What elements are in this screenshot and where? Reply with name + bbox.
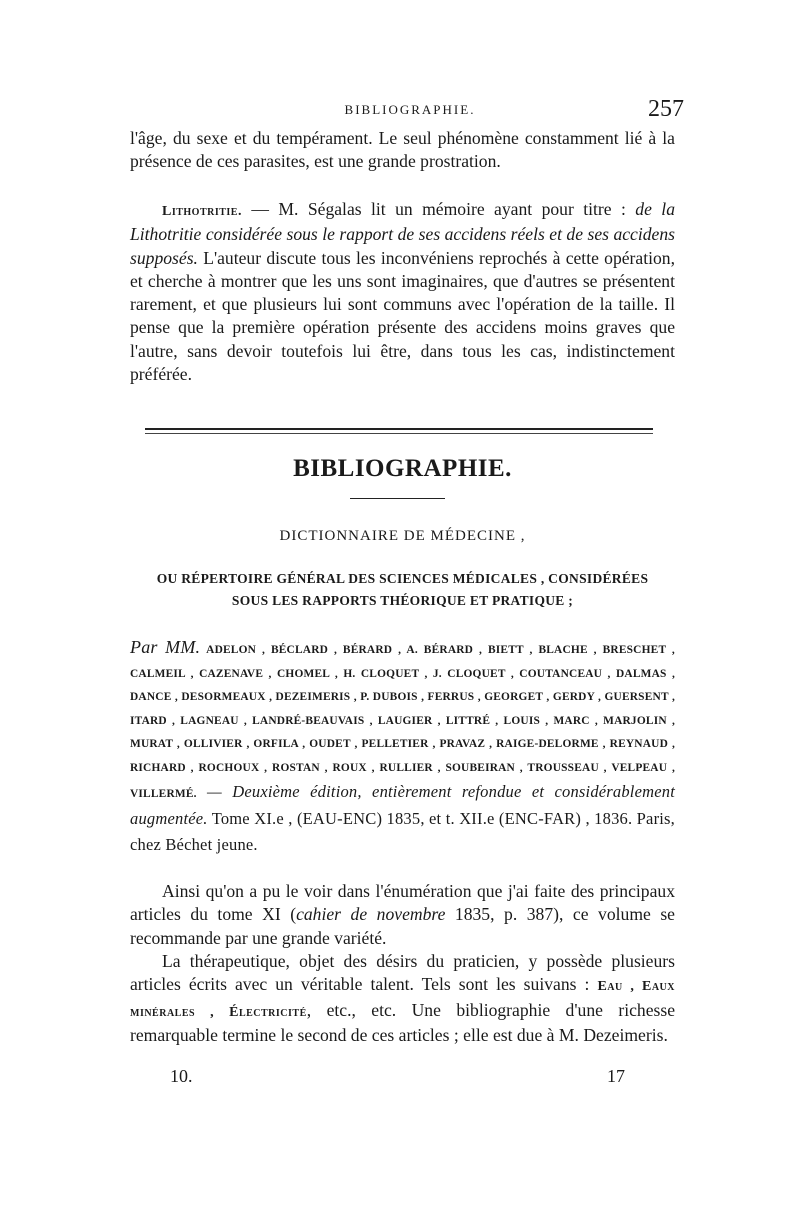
paragraph-continuation — [130, 127, 675, 174]
signature-right: 17 — [607, 1066, 625, 1086]
title-underline — [350, 498, 445, 499]
section-title: BIBLIOGRAPHIE. — [293, 455, 512, 482]
paragraph-3-text — [130, 880, 675, 950]
paragraph-4-part-2: , etc., etc. Une bibliographie d'une richesse remarquable termine le second de ces articles ; elle est due à M. Dezeimeris. — [130, 999, 676, 1045]
authors-block — [130, 636, 675, 860]
running-head — [130, 96, 690, 122]
authors-prefix: Par MM. — [130, 637, 201, 657]
paragraph-therapeutique — [130, 950, 675, 1047]
work-subtitle-line-1: OU RÉPERTOIRE GÉNÉRAL DES SCIENCES MÉDICALES , CONSIDÉRÉES — [156, 571, 649, 586]
publication-info: Tome XI.e , (EAU-ENC) 1835, et t. XII.e (ENC-FAR) , 1836. Paris, chez Béchet jeune. — [130, 808, 675, 854]
paragraph-1-text: l'âge, du sexe et du tempérament. Le seul phénomène constamment lié à la présence de ces parasites, est une grande prostration. — [130, 128, 675, 172]
page-footer — [130, 1066, 675, 1092]
paragraph-2-body: L'auteur discute tous les inconvéniens reprochés à cette opération, et cherche à montrer que les uns sont imaginaires, que d'autres se présentent rarement, et que plusieurs lui sont communs avec l'opération de la taille. Il pense que la première opération présente des accidens moins graves que l'autre, sans devoir toutefois lui être, dans tous les cas, indistinctement préférée. — [130, 247, 675, 385]
page-number: 257 — [648, 96, 684, 122]
memoir-title: de la Lithotritie considérée sous le rapport de ses accidens réels et de ses accidens supposés. — [130, 199, 675, 268]
work-subtitle-line-2: SOUS LES RAPPORTS THÉORIQUE ET PRATIQUE ; — [231, 593, 574, 608]
paragraph-3-part-2: 1835, p. 387), ce volume se recommande par une grande variété. — [130, 904, 675, 948]
article-names: Eau , Eaux minérales , Électricité — [130, 979, 675, 1020]
edition-note: — Deuxième édition, entièrement refondue et considérablement augmentée. — [130, 782, 675, 828]
authors-list: ADELON , BÉCLARD , BÉRARD , A. BÉRARD , BIETT , BLACHE , BRESCHET , CALMEIL , CAZENAVE , CHOMEL , H. CLOQUET , J. CLOQUET , COUTANCEAU , DALMAS , DANCE , DESORMEAUX , DEZEIMERIS , P. DUBOIS , FERRUS , GEORGET , GERDY , GUERSENT , ITARD , LAGNEAU , LANDRÉ-BEAUVAIS , LAUGIER , LITTRÉ , LOUIS , MARC , MARJOLIN , MURAT , OLLIVIER , ORFILA , OUDET , PELLETIER , PRAVAZ , RAIGE-DELORME , REYNAUD , RICHARD , ROCHOUX , ROSTAN , ROUX , RULLIER , SOUBEIRAN , TROUSSEAU , VELPEAU , VILLERMÉ. — [130, 644, 675, 800]
paragraph-4-text — [130, 950, 675, 1047]
running-title: BIBLIOGRAPHIE. — [344, 102, 476, 117]
lithotritie-label: Lithotritie. — [162, 204, 242, 219]
paragraph-2-lead: — M. Ségalas lit un mémoire ayant pour titre : — [241, 199, 636, 219]
work-subtitle — [130, 568, 675, 612]
paragraph-4-part-1: La thérapeutique, objet des désirs du praticien, y possède plusieurs articles écrits avec un véritable talent. Tels sont les suivans : — [130, 951, 675, 995]
cahier-reference: cahier de novembre — [296, 904, 446, 925]
section-divider — [145, 428, 653, 430]
work-title: DICTIONNAIRE DE MÉDECINE , — [279, 528, 526, 544]
paragraph-3-part-1: Ainsi qu'on a pu le voir dans l'énumération que j'ai faite des principaux articles du tome XI ( — [130, 881, 675, 925]
paragraph-lithotritie — [130, 198, 675, 386]
paragraph-review-intro — [130, 880, 675, 950]
signature-left: 10. — [170, 1066, 193, 1086]
paragraph-2-text — [130, 198, 675, 386]
